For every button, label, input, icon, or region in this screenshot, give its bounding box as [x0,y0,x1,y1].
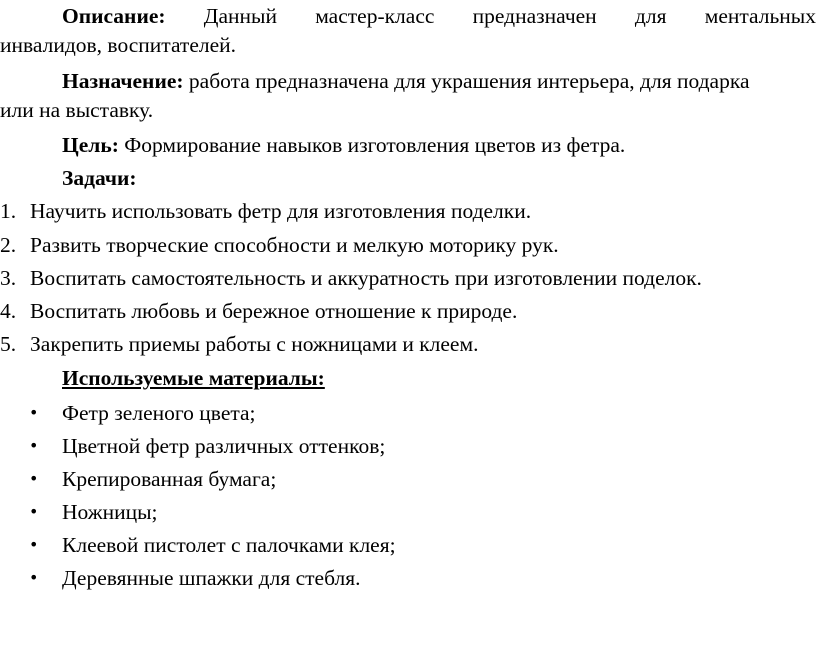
task-text: Воспитать любовь и бережное отношение к природе. [30,299,518,323]
task-number: 2. [0,233,17,257]
task-text: Воспитать самостоятельность и аккуратность при изготовлении поделок. [30,266,702,290]
bullet-icon: • [29,436,39,455]
task-text: Закрепить приемы работы с ножницами и клеем. [30,332,479,356]
material-text: Фетр зеленого цвета; [62,401,256,425]
description-paragraph-line2 [0,31,236,59]
task-number: 4. [0,299,17,323]
task-number: 1. [0,199,17,223]
materials-label: Используемые материалы: [62,366,325,390]
bullet-icon: • [29,568,39,587]
material-text: Крепированная бумага; [62,467,277,491]
goal-text: Формирование навыков изготовления цветов из фетра. [124,133,626,157]
material-text: Клеевой пистолет с палочками клея; [62,533,396,557]
bullet-icon: • [29,469,39,488]
description-label: Описание: [62,4,166,28]
purpose-paragraph-line2 [0,96,153,124]
bullet-icon: • [29,403,39,422]
bullet-icon: • [29,535,39,554]
purpose-text-line2: или на выставку. [0,98,154,122]
purpose-label: Назначение: [62,69,184,93]
task-text: Научить использовать фетр для изготовления поделки. [30,199,532,223]
material-text: Ножницы; [62,500,158,524]
bullet-icon: • [29,502,39,521]
task-number: 5. [0,332,17,356]
purpose-text-line1: работа предназначена для украшения интерьера, для подарка [188,69,750,93]
material-text: Цветной фетр различных оттенков; [62,434,386,458]
goal-label: Цель: [62,133,119,157]
task-number: 3. [0,266,17,290]
material-text: Деревянные шпажки для стебля. [62,566,361,590]
description-paragraph-line1 [0,2,816,30]
tasks-label: Задачи: [62,166,137,190]
description-text-line1: Данный мастер-класс предназначен для ментальных [203,4,816,28]
materials-heading [62,364,325,392]
goal-paragraph [62,131,625,159]
purpose-paragraph-line1 [62,67,750,95]
description-text-line2: инвалидов, воспитателей. [0,33,237,57]
task-text: Развить творческие способности и мелкую моторику рук. [30,233,559,257]
tasks-heading [62,164,137,192]
